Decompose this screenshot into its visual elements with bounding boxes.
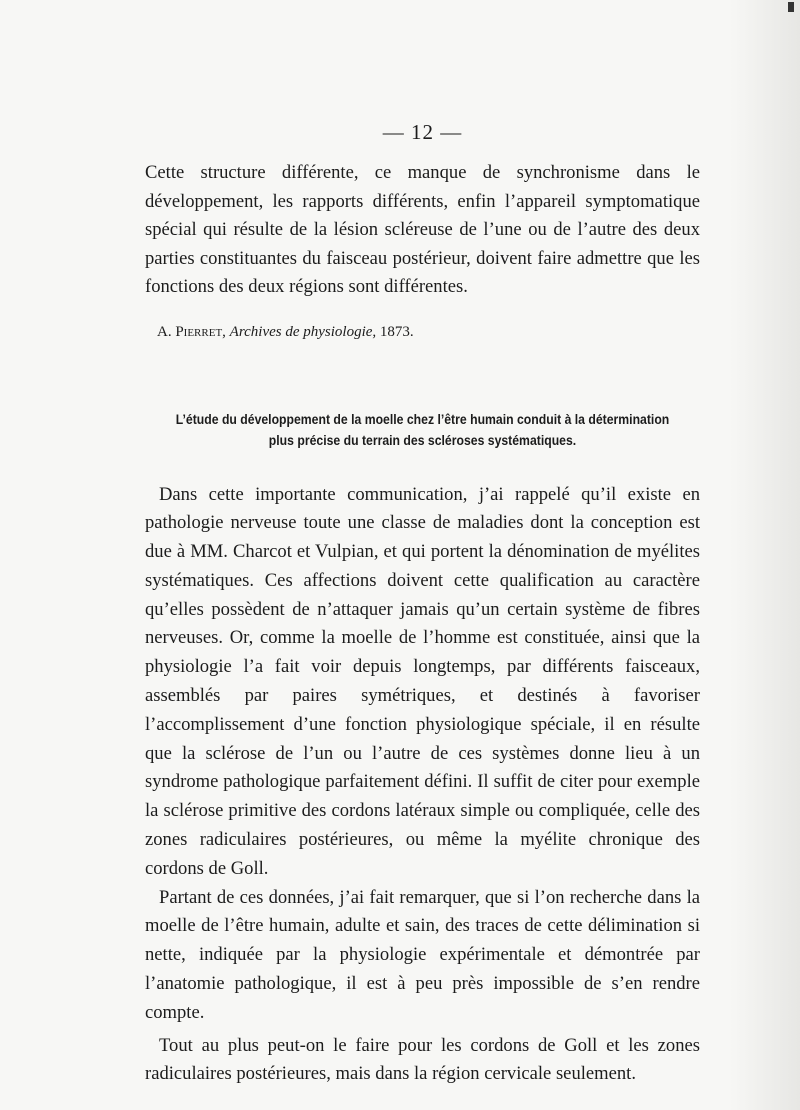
citation-author: A. Pierret, [157, 323, 226, 340]
body-paragraph-3: Tout au plus peut-on le faire pour les cordons de Goll et les zones radiculaires postérieures, mais dans la région cervicale seulement. [145, 1034, 700, 1085]
page-number: — 12 — [382, 120, 463, 144]
page-edge-shading [730, 0, 800, 1110]
section-title [173, 409, 673, 451]
page-content [145, 120, 700, 1089]
body-paragraph-1: Dans cette importante communication, j’ai rappelé qu’il existe en pathologie nerveuse toute une classe de maladies dont la conception est due à MM. Charcot et Vulpian, et qui portent la dénomination de myélites systématiques. Ces affections doivent cette qualification au caractère qu’elles possèdent de n’attaquer jamais qu’un certain système de fibres nerveuses. Or, comme la moelle de l’homme est constituée, ainsi que la physiologie l’a fait voir depuis longtemps, par différents faisceaux, assemblés par paires symétriques, et destinés à favoriser l’accomplissement d’une fonction physiologique spéciale, il en résulte que la sclérose de l’un ou l’autre de ces systèmes donne lieu à un syndrome pathologique parfaitement défini. Il suffit de citer pour exemple la sclérose primitive des cordons latéraux simple ou compliquée, celle des zones radiculaires postérieures, ou même la myélite chronique des cordons de Goll. [145, 483, 700, 879]
citation-year: 1873. [379, 323, 414, 340]
scan-mark [788, 2, 794, 12]
section-title-line-1: L’étude du développement de la moelle chez l’être humain conduit à la détermination [175, 411, 670, 427]
section-body [145, 481, 700, 1090]
body-paragraph-2: Partant de ces données, j’ai fait remarquer, que si l’on recherche dans la moelle de l’être humain, adulte et sain, des traces de cette délimination si nette, indiquée par la physiologie expérimentale et démontrée par l’anatomie pathologique, il est à peu près impossible de s’en rendre compte. [145, 886, 700, 1023]
intro-paragraph: Cette structure différente, ce manque de synchronisme dans le développement, les rapports différents, enfin l’appareil symptomatique spécial qui résulte de la lésion scléreuse de l’une ou de l’autre des deux parties constituantes du faisceau postérieur, doivent faire admettre que les fonctions des deux régions sont différentes. [145, 162, 700, 297]
section-title-line-2: plus précise du terrain des scléroses systématiques. [268, 432, 577, 448]
citation [157, 324, 700, 341]
citation-work: Archives de physiologie, [229, 323, 377, 340]
